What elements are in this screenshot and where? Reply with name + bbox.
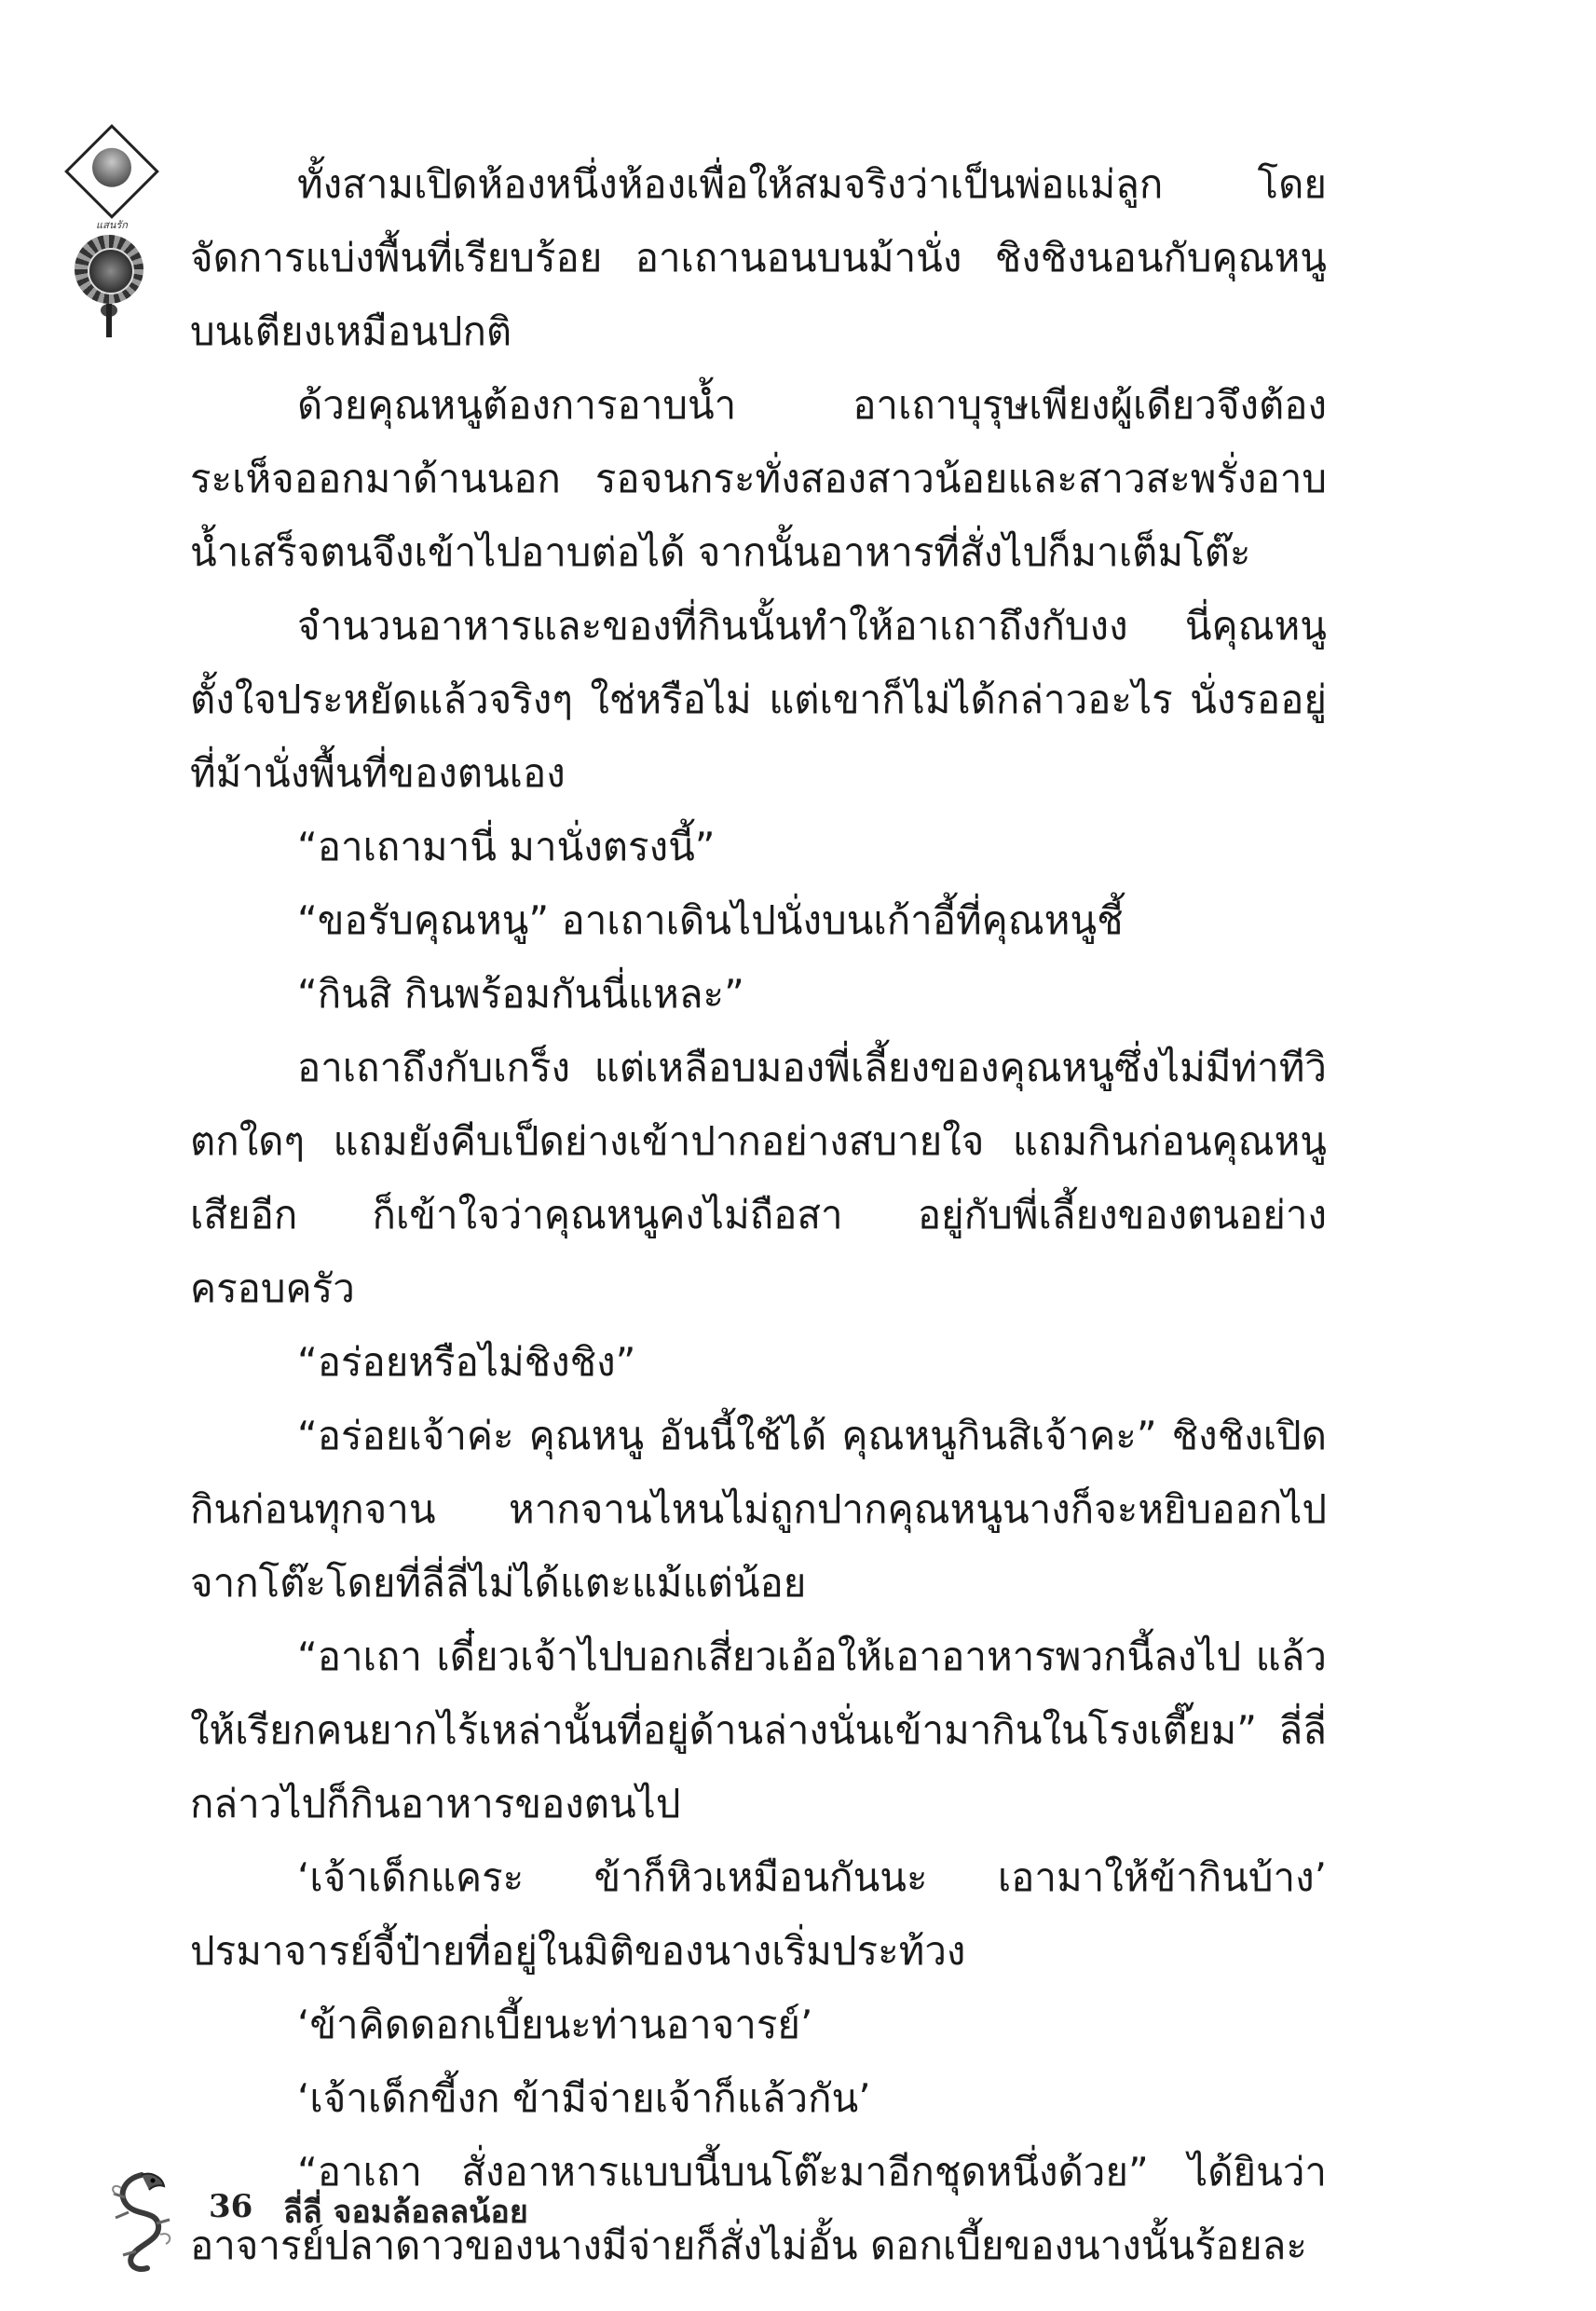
paragraph: “อร่อยเจ้าค่ะ คุณหนู อันนี้ใช้ได้ คุณหนูกินสิเจ้าคะ” ชิงชิงเปิดกินก่อนทุกจาน หากจานไหนไม่ถูกปากคุณหนูนางก็จะหยิบออกไปจากโต๊ะโดยที่ลี่ลี่ไม่ได้แตะแม้แต่น้อย bbox=[190, 1413, 1327, 1606]
page-number: 36 bbox=[209, 2188, 253, 2225]
paragraph: ทั้งสามเปิดห้องหนึ่งห้องเพื่อให้สมจริงว่าเป็นพ่อแม่ลูก โดยจัดการแบ่งพื้นที่เรียบร้อย อาเถานอนบนม้านั่ง ชิงชิงนอนกับคุณหนูบนเตียงเหมือนปกติ bbox=[190, 161, 1327, 354]
paragraph: ด้วยคุณหนูต้องการอาบน้ำ อาเถาบุรุษเพียงผู้เดียวจึงต้องระเห็จออกมาด้านนอก รอจนกระทั่งสองสาวน้อยและสาวสะพรั่งอาบน้ำเสร็จตนจึงเข้าไปอาบต่อได้ จากนั้นอาหารที่สั่งไปก็มาเต็มโต๊ะ bbox=[190, 382, 1327, 575]
dialogue-line: ‘เจ้าเด็กขี้งก ข้ามีจ่ายเจ้าก็แล้วกัน’ bbox=[297, 2075, 871, 2121]
paragraph: จำนวนอาหารและของที่กินนั้นทำให้อาเถาถึงกับงง นี่คุณหนูตั้งใจประหยัดแล้วจริงๆ ใช่หรือไม่ แต่เขาก็ไม่ได้กล่าวอะไร นั่งรออยู่ที่ม้านั่งพื้นที่ของตนเอง bbox=[190, 603, 1327, 796]
paragraph: อาเถาถึงกับเกร็ง แต่เหลือบมองพี่เลี้ยงของคุณหนูซึ่งไม่มีท่าทีวิตกใดๆ แถมยังคีบเป็ดย่างเข้าปากอย่างสบายใจ แถมกินก่อนคุณหนูเสียอีก ก็เข้าใจว่าคุณหนูคงไม่ถือสา อยู่กับพี่เลี้ยงของตนอย่างครอบครัว bbox=[190, 1045, 1327, 1311]
dialogue-line: “อร่อยหรือไม่ชิงชิง” bbox=[297, 1339, 636, 1385]
chinese-ornament-decoration bbox=[65, 138, 158, 338]
ornament-label: แสนรัก bbox=[96, 219, 128, 231]
body-text bbox=[190, 147, 1327, 2282]
diamond-emblem-icon bbox=[64, 124, 159, 219]
dialogue-line: “ขอรับคุณหนู” อาเถาเดินไปนั่งบนเก้าอี้ที่คุณหนูชี้ bbox=[297, 897, 1124, 943]
paragraph: ‘เจ้าเด็กแคระ ข้าก็หิวเหมือนกันนะ เอามาให้ข้ากินบ้าง’ ปรมาจารย์จี้ป๋ายที่อยู่ในมิติของนางเริ่มประท้วง bbox=[190, 1854, 1327, 1974]
paragraph: “อาเถา สั่งอาหารแบบนี้บนโต๊ะมาอีกชุดหนึ่งด้วย” ได้ยินว่าอาจารย์ปลาดาวของนางมีจ่ายก็สั่งไม่อั้น ดอกเบี้ยของนางนั้นร้อยละ bbox=[190, 2149, 1327, 2268]
dialogue-line: ‘ข้าคิดดอกเบี้ยนะท่านอาจารย์’ bbox=[297, 2002, 813, 2047]
book-title: ลี่ลี่ จอมล้อลลน้อย bbox=[283, 2194, 528, 2231]
dialogue-line: “อาเถามานี่ มานั่งตรงนี้” bbox=[297, 824, 716, 869]
tassel-icon bbox=[106, 304, 112, 337]
dragon-icon bbox=[104, 2169, 181, 2274]
dialogue-line: “กินสิ กินพร้อมกันนี่แหละ” bbox=[297, 971, 744, 1017]
medallion-icon bbox=[75, 235, 143, 304]
paragraph: “อาเถา เดี๋ยวเจ้าไปบอกเสี่ยวเอ้อให้เอาอาหารพวกนี้ลงไป แล้วให้เรียกคนยากไร้เหล่านั้นที่อยู่ด้านล่างนั่นเข้ามากินในโรงเตี๊ยม” ลี่ลี่กล่าวไปก็กินอาหารของตนไป bbox=[190, 1634, 1327, 1826]
